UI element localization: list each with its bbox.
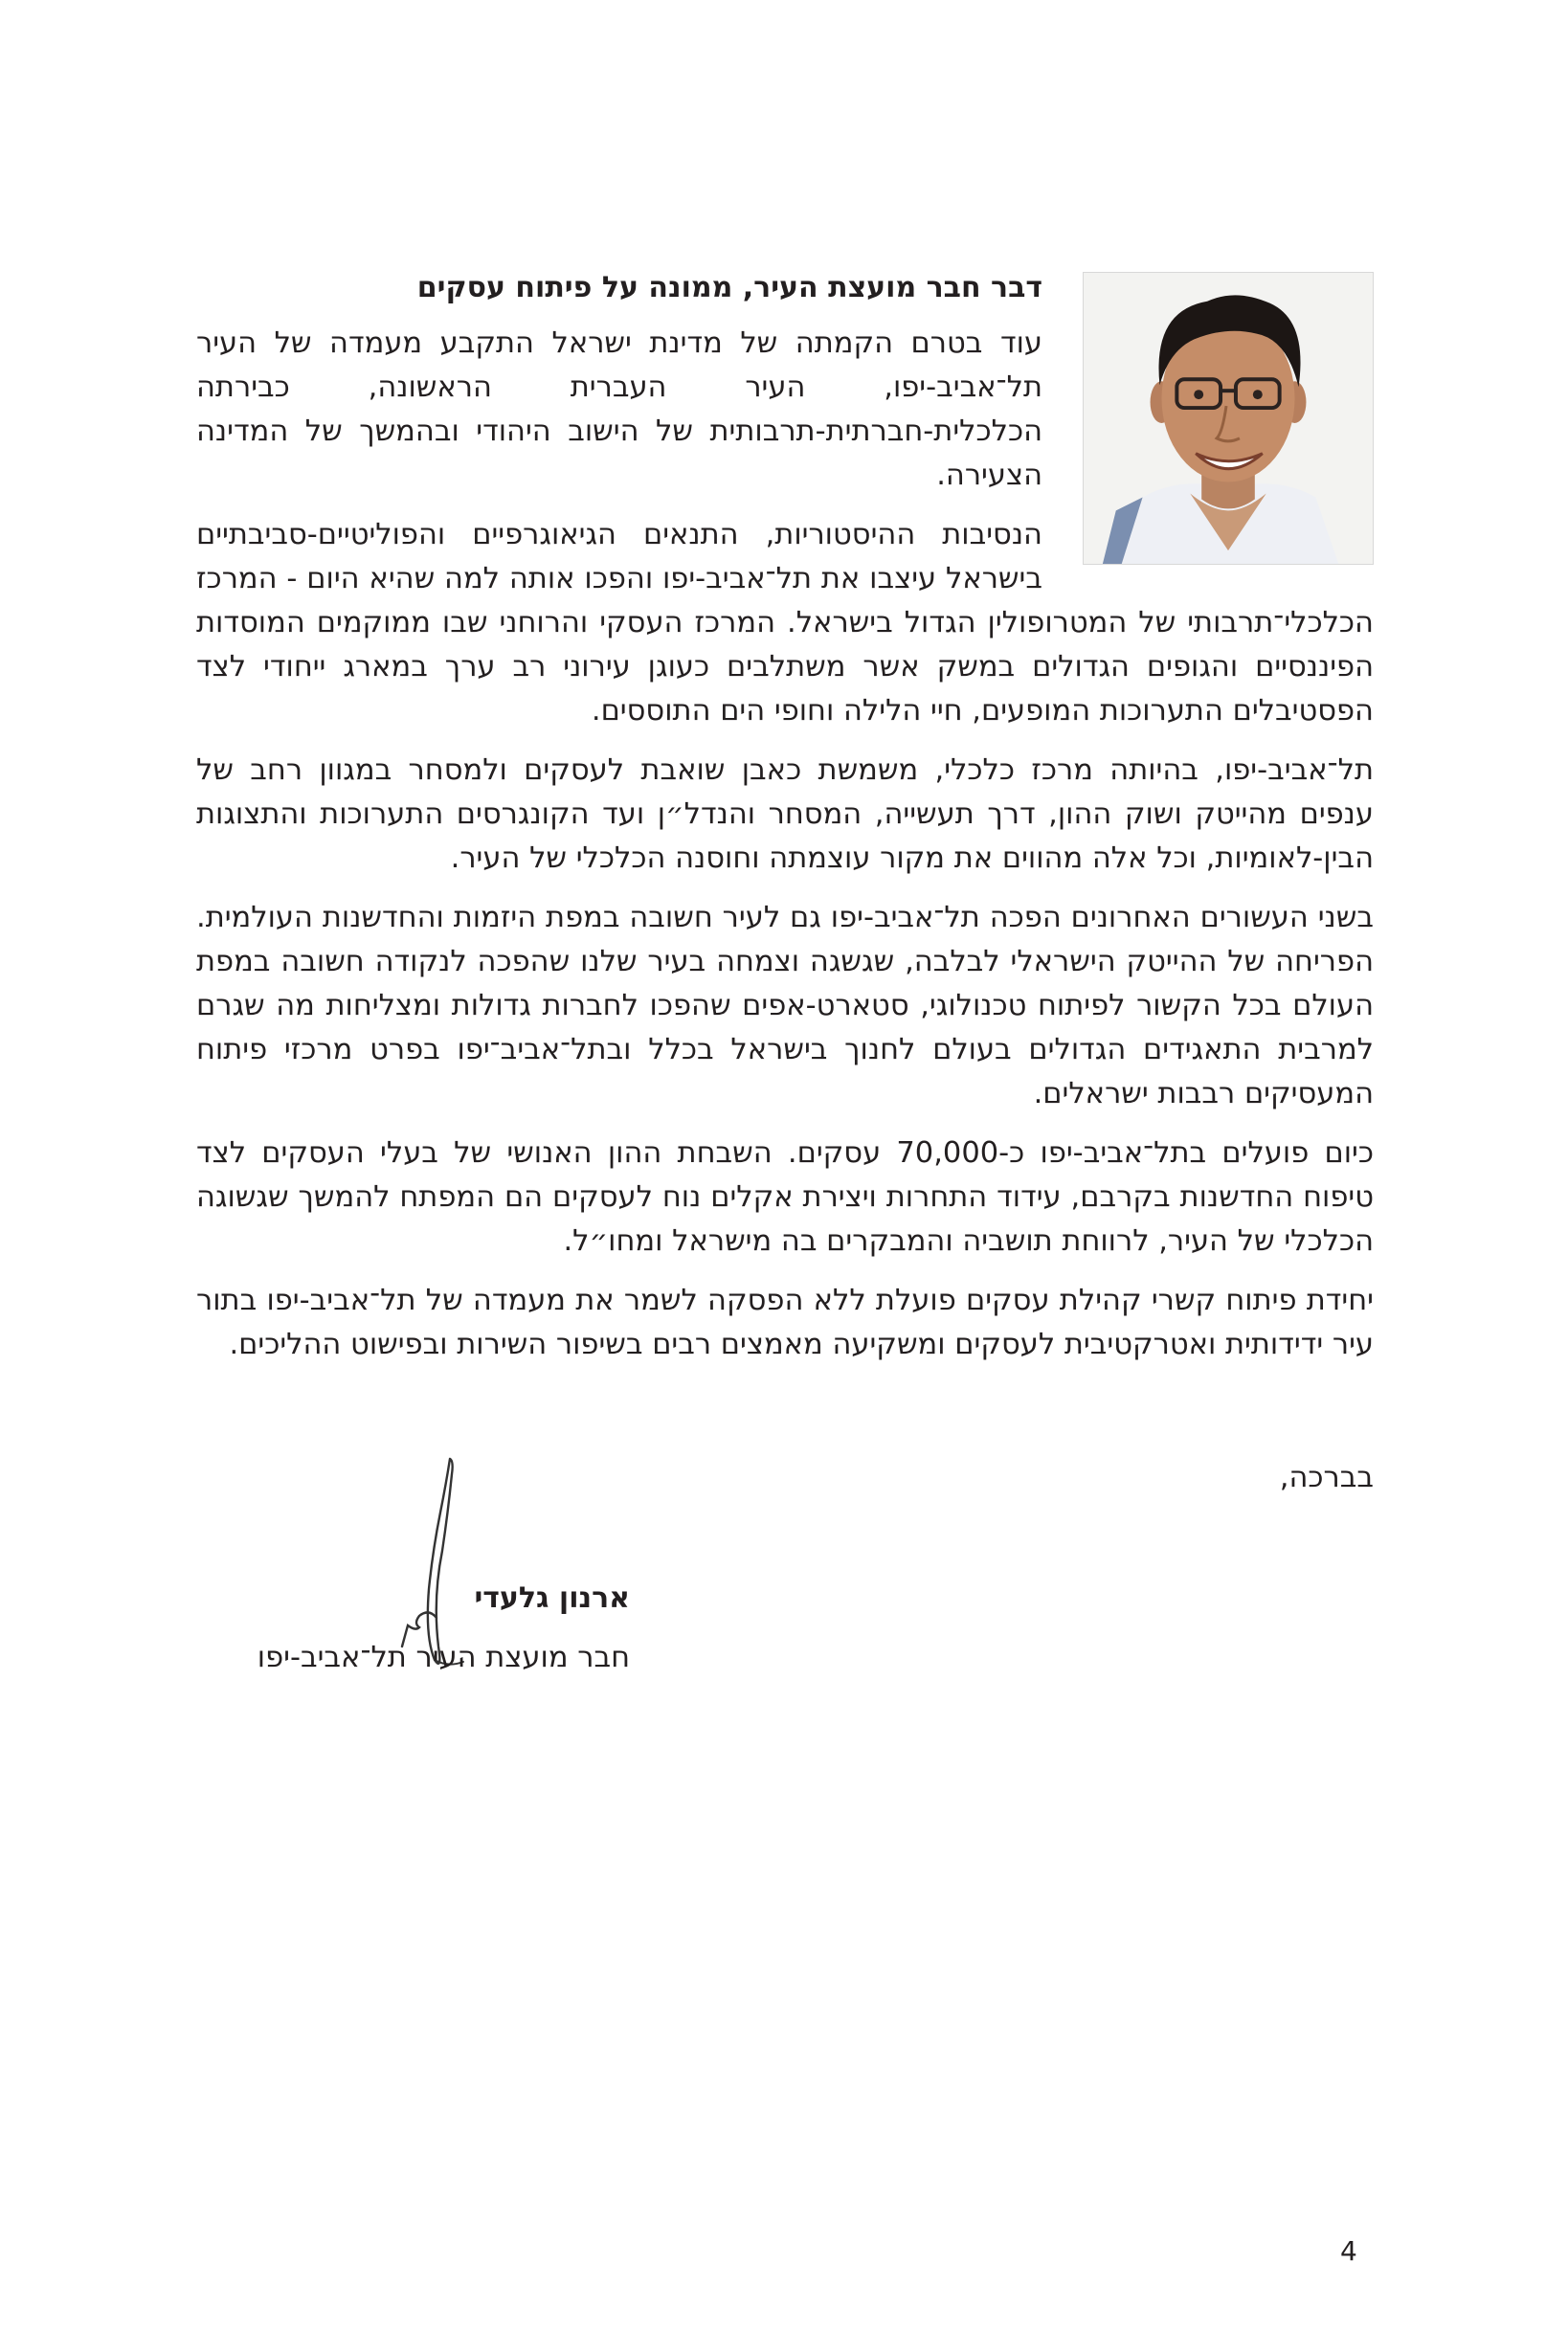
portrait-illustration	[1084, 273, 1373, 564]
letter-body	[196, 266, 1374, 1382]
body-paragraph: יחידת פיתוח קשרי קהילת עסקים פועלת ללא הפסקה לשמר את מעמדה של תל־אביב-יפו בתור עיר ידידותית ואטרקטיבית לעסקים ומשקיעה מאמצים רבים בשיפור השירות ובפישוט ההליכים.	[196, 1284, 1374, 1361]
portrait-photo	[1083, 272, 1374, 565]
body-paragraph: עוד בטרם הקמתה של מדינת ישראל התקבע מעמדה של העיר תל־אביב-יפו, העיר העברית הראשונה, כבירתה הכלכלית-חברתית-תרבותית של הישוב היהודי ובהמשך של המדינה הצעירה.	[196, 326, 1042, 492]
body-paragraph: כיום פועלים בתל־אביב-יפו כ-70,000 עסקים. השבחת ההון האנושי של בעלי העסקים לצד טיפוח החדשנות בקרבם, עידוד התחרות ויצירת אקלים נוח לעסקים הם המפתח להמשך שגשוגה הכלכלי של העיר, לרווחת תושביה והמבקרים בה מישראל ומחו״ל.	[196, 1136, 1374, 1258]
body-paragraph: תל־אביב-יפו, בהיותה מרכז כלכלי, משמשת כאבן שואבת לעסקים ולמסחר במגוון רחב של ענפים מהייטק ושוק ההון, דרך תעשייה, המסחר והנדל״ן ועד הקונגרסים התערוכות והתצוגות הבין-לאומיות, וכל אלה מהווים את מקור עוצמתה וחוסנה הכלכלי של העיר.	[196, 753, 1374, 875]
letter-heading: דבר חבר מועצת העיר, ממונה על פיתוח עסקים	[416, 271, 1042, 304]
signatory-name: ארנון גלעדי	[474, 1581, 630, 1615]
signatory-role: חבר מועצת העיר תל־אביב-יפו	[257, 1641, 630, 1674]
body-paragraph: הנסיבות ההיסטוריות, התנאים הגיאוגרפיים והפוליטיים-סביבתיים בישראל עיצבו את תל־אביב-יפו והפכו אותה למה שהיא היום - המרכז הכלכלי־תרבותי של המטרופולין הגדול בישראל. המרכז העסקי והרוחני שבו ממוקמים המוסדות הפיננסיים והגופים הגדולים במשק אשר משתלבים כעוגן עירוני רב ערך במארג ייחודי לצד הפסטיבלים התערוכות המופעים, חיי הלילה וחופי הים התוססים.	[196, 518, 1374, 728]
page-number: 4	[1340, 2235, 1357, 2267]
body-paragraph: בשני העשורים האחרונים הפכה תל־אביב-יפו גם לעיר חשובה במפת היזמות והחדשנות העולמית. הפריחה של ההייטק הישראלי לבלבה, שגשגה וצמחה בעיר שלנו שהפכה לנקודה חשובה במפת העולם בכל הקשור לפיתוח טכנולוגי, סטארט-אפים שהפכו לחברות גדולות ומצליחות מה שגרם למרבית התאגידים הגדולים בעולם לחנוך בישראל בכלל ובתל־אביב־יפו בפרט מרכזי פיתוח המעסיקים רבבות ישראלים.	[196, 901, 1374, 1110]
closing-greeting: בברכה,	[1279, 1461, 1374, 1494]
